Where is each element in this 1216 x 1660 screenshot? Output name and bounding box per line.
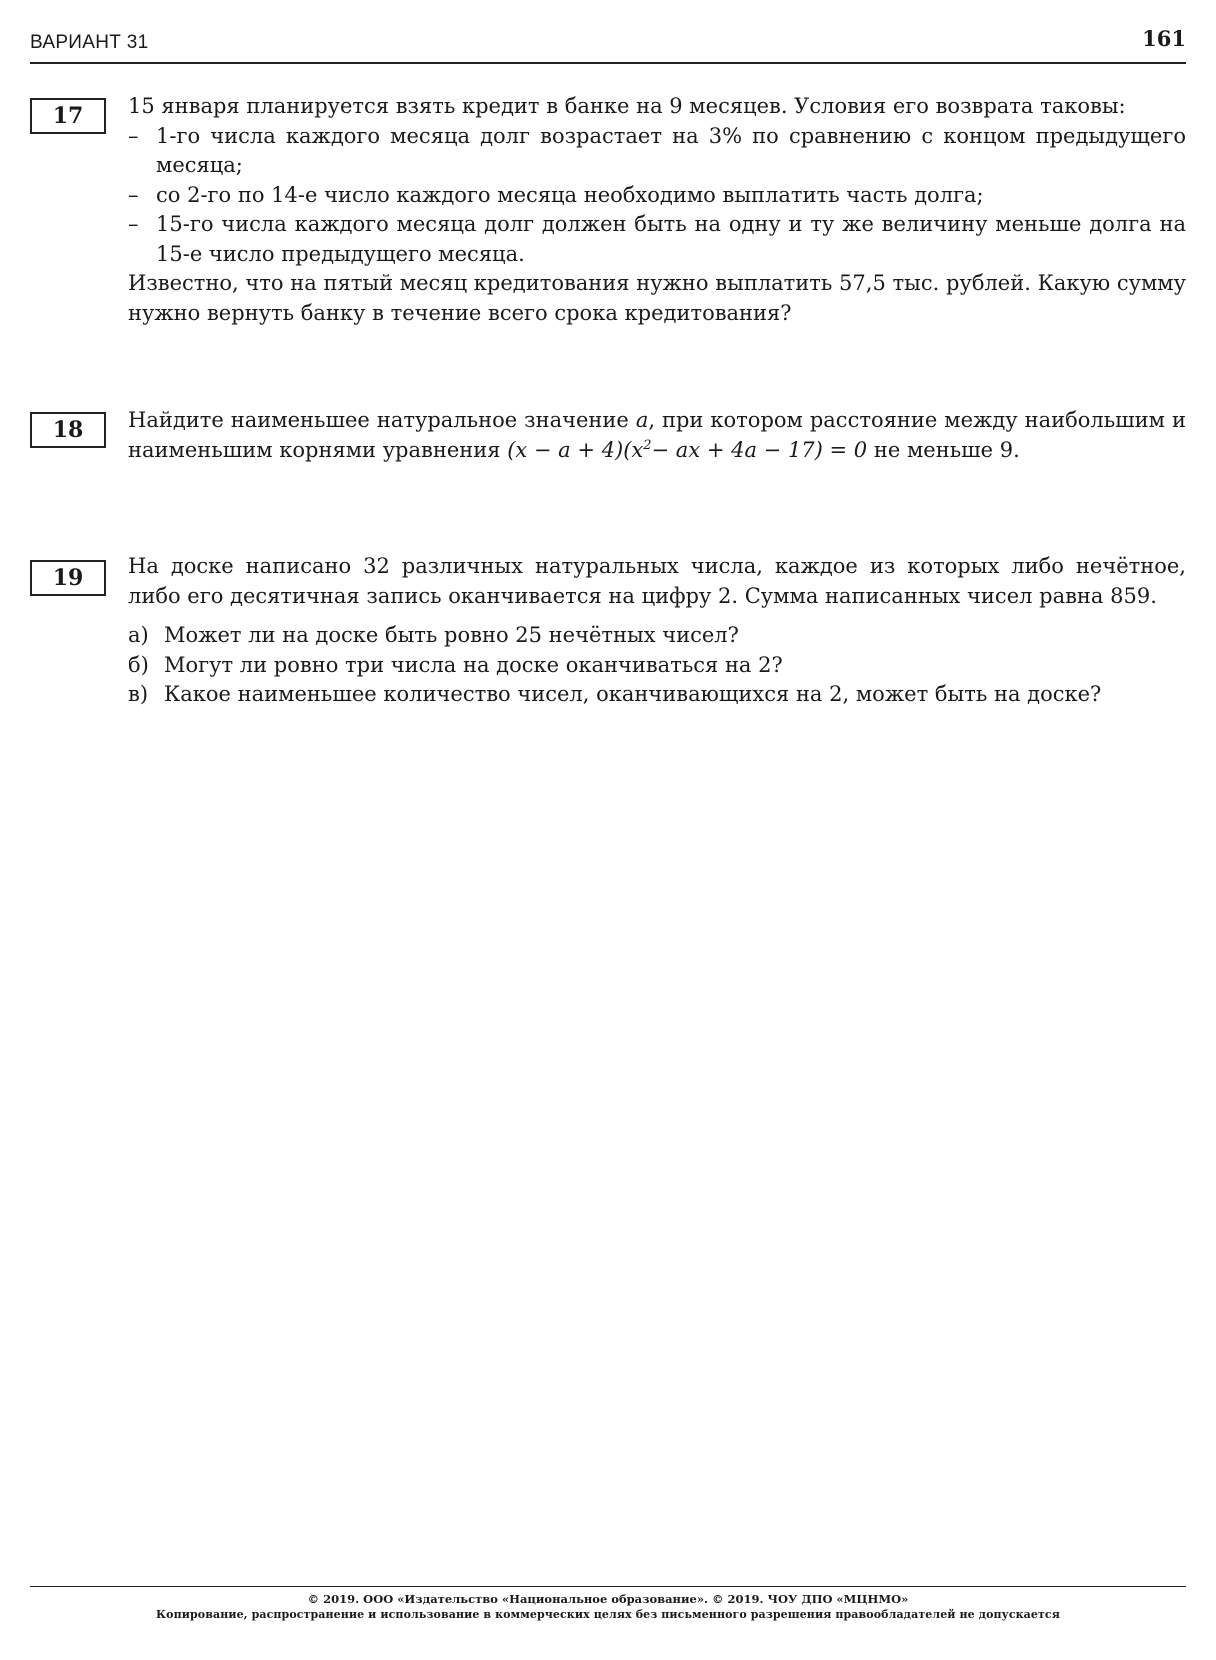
question-item <box>128 680 1186 710</box>
question-item <box>128 651 1186 681</box>
equation-exponent: 2 <box>643 437 652 453</box>
task-statement <box>128 406 1186 465</box>
copying-notice: Копирование, распространение и использование в коммерческих целях без письменного разрешения правообладателей не допускается <box>156 1608 1060 1621</box>
page-header <box>30 22 1186 64</box>
task-content <box>128 552 1186 710</box>
page-number: 161 <box>1142 26 1186 51</box>
variant-title: ВАРИАНТ 31 <box>30 32 149 53</box>
task-intro: 15 января планируется взять кредит в банке на 9 месяцев. Условия его возврата таковы: <box>128 94 1126 118</box>
condition-text: 1-го числа каждого месяца долг возрастает на 3% по сравнению с концом предыдущего месяца; <box>156 123 1186 177</box>
task-content <box>128 406 1186 465</box>
condition-text: 15-го числа каждого месяца долг должен быть на одну и ту же величину меньше долга на 15-е число предыдущего месяца. <box>156 212 1186 266</box>
condition-item <box>128 122 1186 181</box>
question-mark: в) <box>128 682 149 706</box>
question-mark: а) <box>128 623 149 647</box>
text-after: не меньше 9. <box>873 437 1020 462</box>
task-outro: Известно, что на пятый месяц кредитования нужно выплатить 57,5 тыс. рублей. Какую сумму нужно вернуть банку в течение всего срока кредитования? <box>128 271 1186 325</box>
condition-text: со 2-го по 14-е число каждого месяца необходимо выплатить часть долга; <box>156 182 984 207</box>
task-intro: На доске написано 32 различных натуральных числа, каждое из которых либо нечётное, либо его десятичная запись оканчивается на цифру 2. Сумма написанных чисел равна 859. <box>128 554 1186 608</box>
question-item <box>128 621 1186 651</box>
condition-item <box>128 181 1186 211</box>
page-footer <box>30 1586 1186 1623</box>
task-number-box: 18 <box>30 412 106 448</box>
copyright-line: © 2019. ООО «Издательство «Национальное образование». © 2019. ЧОУ ДПО «МЦНМО» <box>307 1592 909 1606</box>
variable-a: a <box>635 408 649 432</box>
question-text: Могут ли ровно три числа на доске оканчиваться на 2? <box>164 652 783 677</box>
question-text: Какое наименьшее количество чисел, оканчивающихся на 2, может быть на доске? <box>164 682 1102 706</box>
dash-marker: – <box>128 123 139 148</box>
dash-marker: – <box>128 212 139 236</box>
equation-part-2: − ax + 4a − 17) = 0 <box>651 437 868 462</box>
equation-part-1: (x − a + 4)(x <box>507 437 644 462</box>
question-mark: б) <box>128 652 149 677</box>
task-number-box: 17 <box>30 98 106 134</box>
condition-item <box>128 210 1186 269</box>
question-text: Может ли на доске быть ровно 25 нечётных чисел? <box>164 623 739 647</box>
equation <box>507 438 867 462</box>
text-middle: , при котором расстояние между наибольшим и наименьшим корнями уравнения <box>128 408 1186 462</box>
task-content <box>128 92 1186 328</box>
task-number-box: 19 <box>30 560 106 596</box>
dash-marker: – <box>128 182 139 207</box>
text-before: Найдите наименьшее натуральное значение <box>128 408 629 432</box>
question-list <box>128 621 1186 710</box>
